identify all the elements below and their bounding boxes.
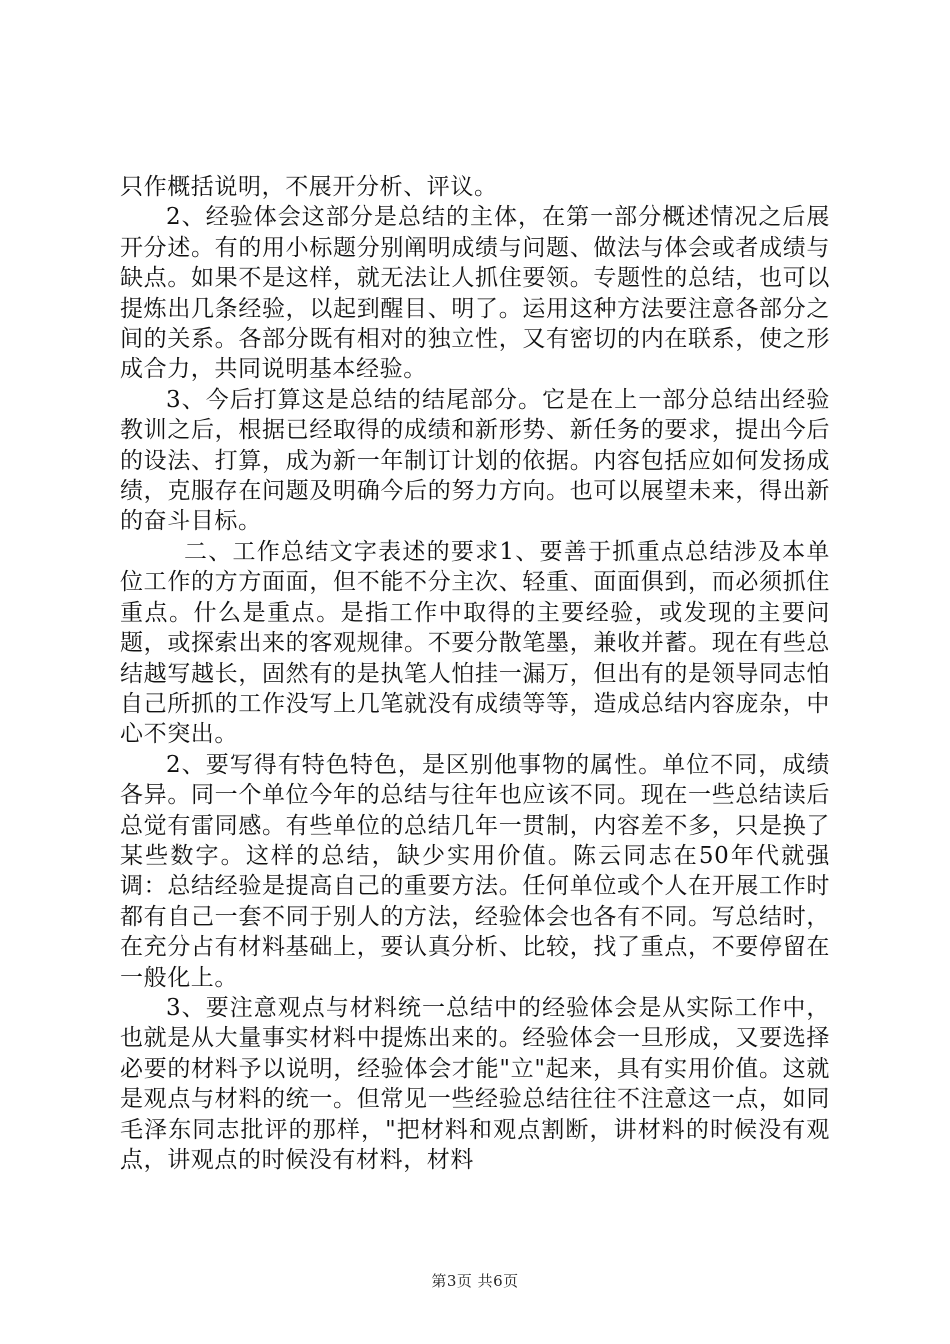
paragraph-characteristics: 2、要写得有特色特色，是区别他事物的属性。单位不同，成绩各异。同一个单位今年的总结与往年也应该不同。现在一些总结读后总觉有雷同感。有些单位的总结几年一贯制，内容差不多，只是换了某些数字。这样的总结，缺少实用价值。陈云同志在50年代就强调：总结经验是提高自己的重要方法。任何单位或个人在开展工作时都有自己一套不同于别人的方法，经验体会也各有不同。写总结时，在充分占有材料基础上，要认真分析、比较，找了重点，不要停留在一般化上。 <box>120 751 830 991</box>
paragraph-future-plan: 3、今后打算这是总结的结尾部分。它是在上一部分总结出经验教训之后，根据已经取得的成绩和新形势、新任务的要求，提出今后的设法、打算，成为新一年制订计划的依据。内容包括应如何发扬成绩，克服存在问题及明确今后的努力方向。也可以展望未来，得出新的奋斗目标。 <box>120 386 830 535</box>
paragraph-viewpoint-material: 3、要注意观点与材料统一总结中的经验体会是从实际工作中，也就是从大量事实材料中提炼出来的。经验体会一旦形成，又要选择必要的材料予以说明，经验体会才能"立"起来，具有实用价值。这就是观点与材料的统一。但常见一些经验总结往往不注意这一点，如同毛泽东同志批评的那样，"把材料和观点割断，讲材料的时候没有观点，讲观点的时候没有材料，材料 <box>120 994 830 1173</box>
paragraph-experience: 2、经验体会这部分是总结的主体，在第一部分概述情况之后展开分述。有的用小标题分别阐明成绩与问题、做法与体会或者成绩与缺点。如果不是这样，就无法让人抓住要领。专题性的总结，也可以提炼出几条经验，以起到醒目、明了。运用这种方法要注意各部分之间的关系。各部分既有相对的独立性，又有密切的内在联系，使之形成合力，共同说明基本经验。 <box>120 204 830 383</box>
document-body <box>120 172 830 1175</box>
page-number-footer: 第3页 共6页 <box>431 1272 519 1290</box>
paragraph-writing-requirements: 二、工作总结文字表述的要求1、要善于抓重点总结涉及本单位工作的方方面面，但不能不分主次、轻重、面面俱到，而必须抓住重点。什么是重点。是指工作中取得的主要经验，或发现的主要问题，或探索出来的客观规律。不要分散笔墨，兼收并蓄。现在有些总结越写越长，固然有的是执笔人怕挂一漏万，但出有的是领导同志怕自己所抓的工作没写上几笔就没有成绩等等，造成总结内容庞杂，中心不突出。 <box>120 538 830 748</box>
paragraph-continuation: 只作概括说明，不展开分析、评议。 <box>120 174 498 200</box>
